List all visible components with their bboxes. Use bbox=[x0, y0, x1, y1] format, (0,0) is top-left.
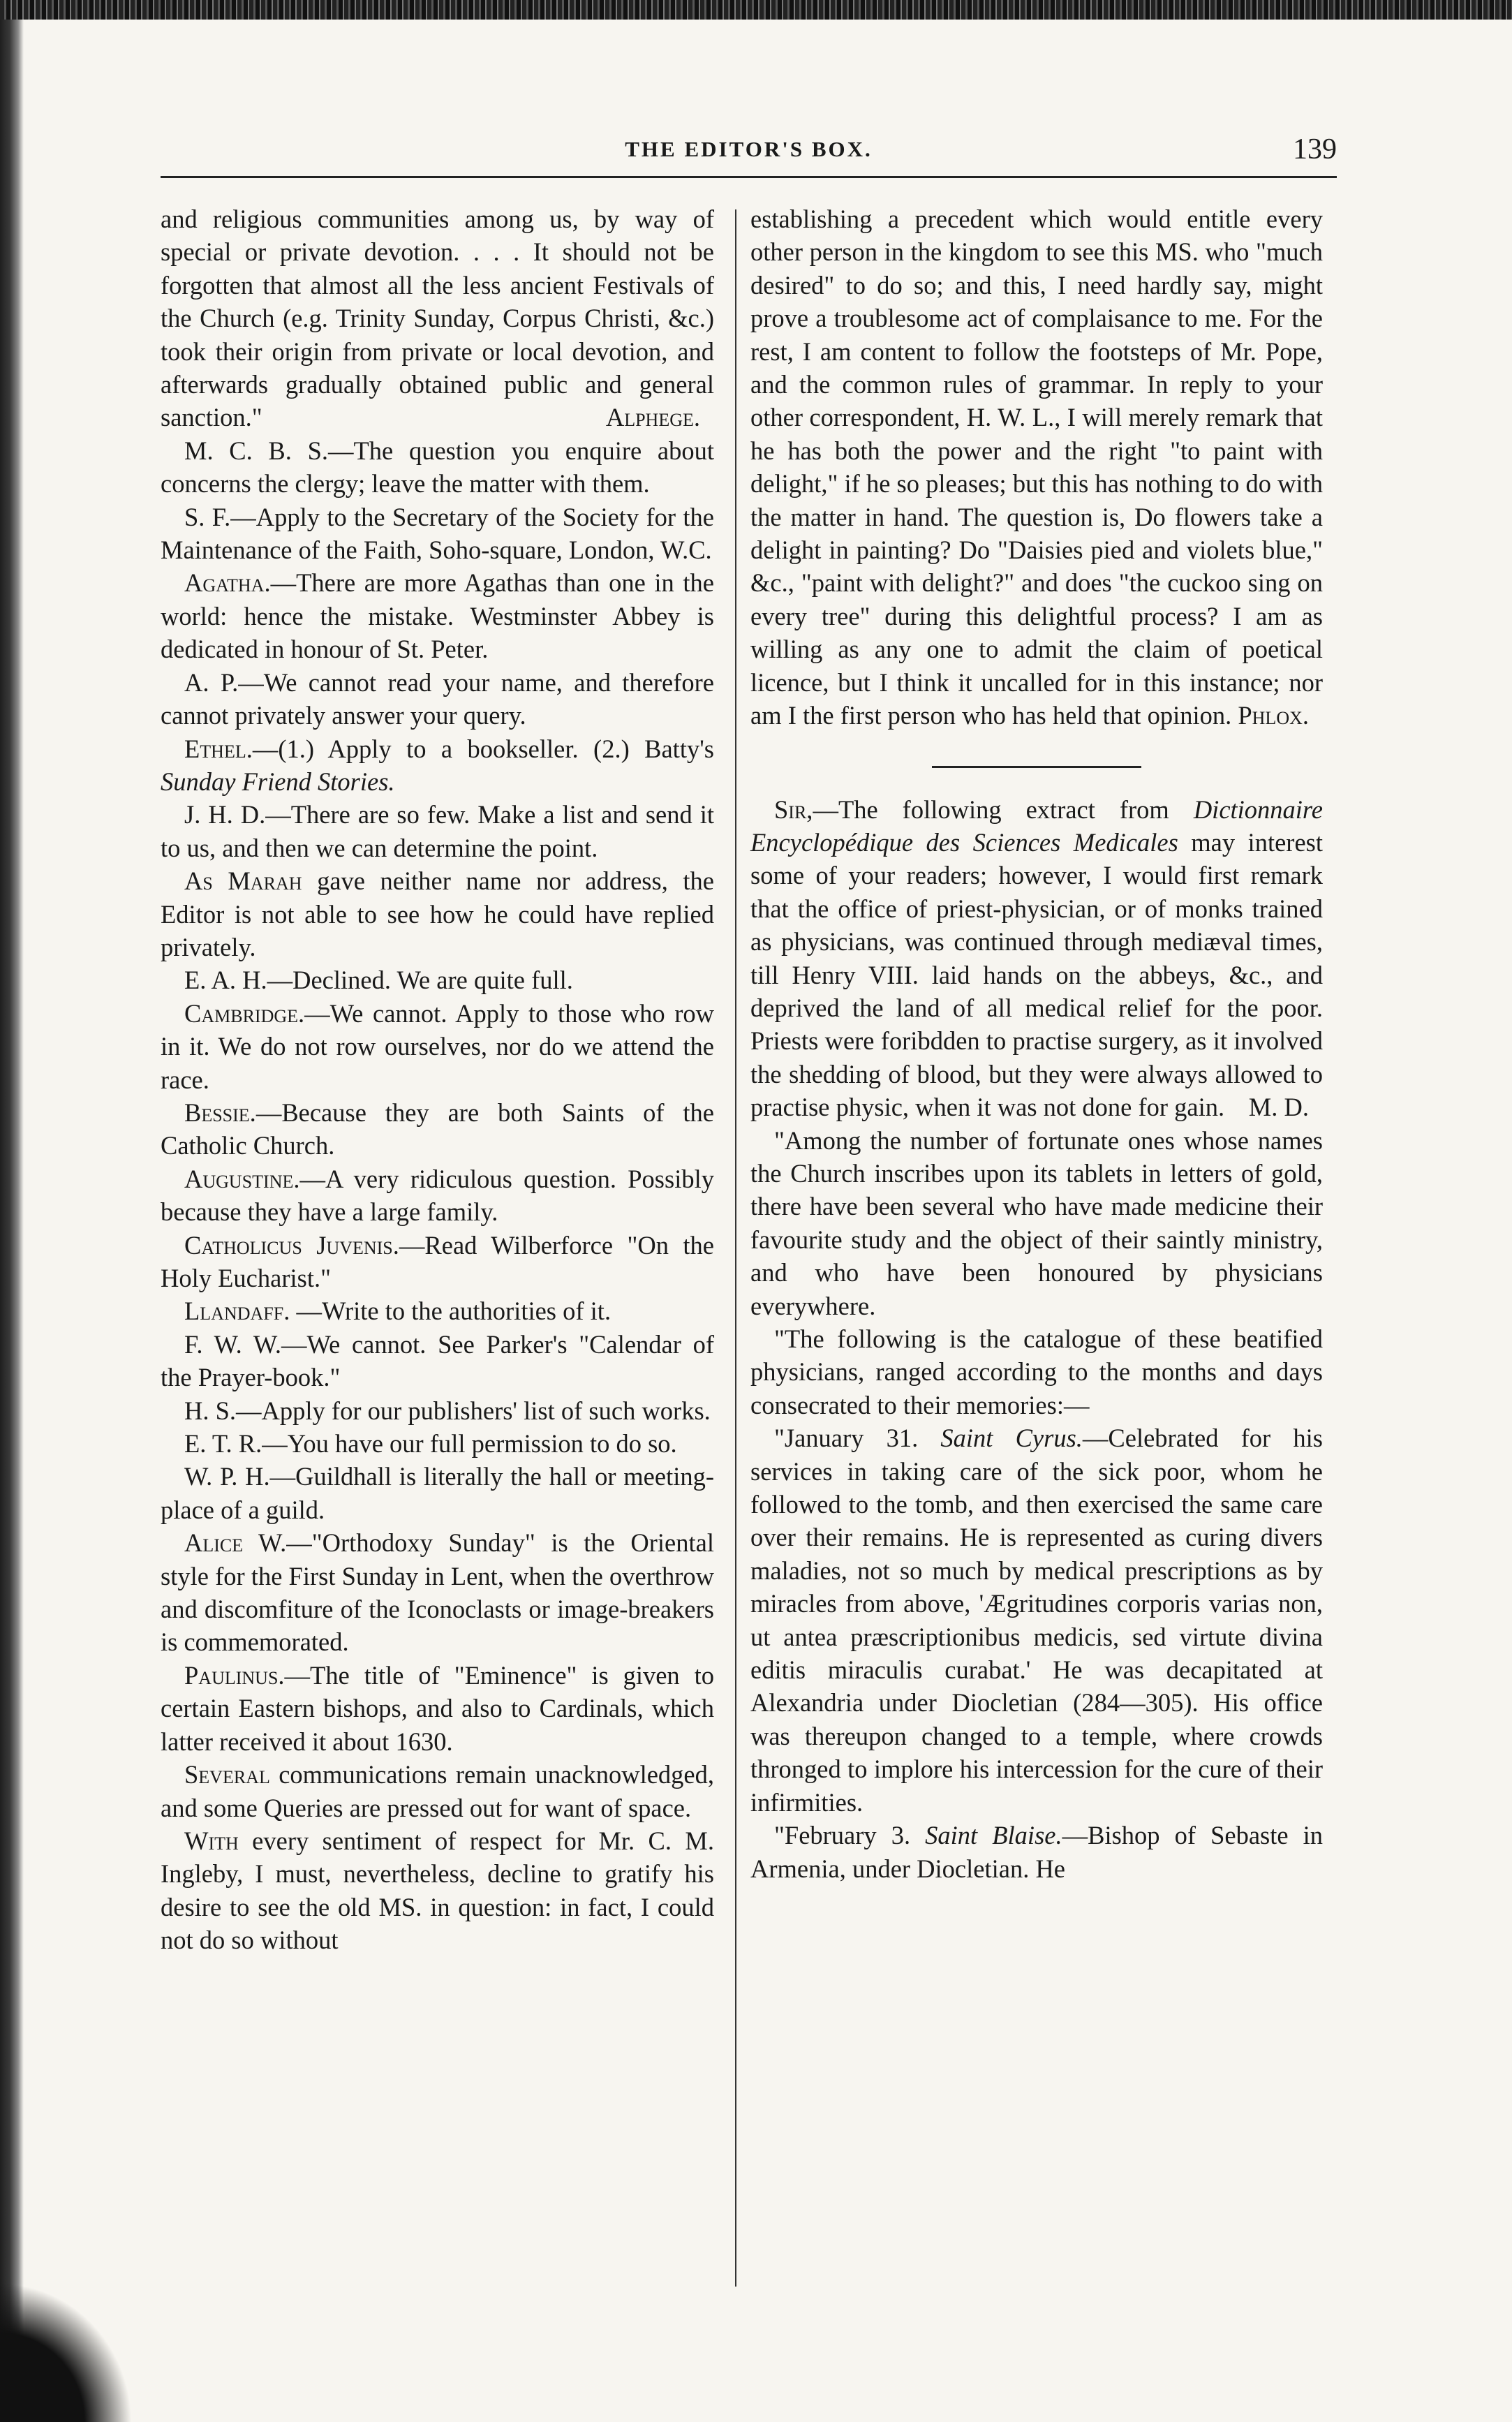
left-column bbox=[161, 202, 714, 1957]
signature: M. D. bbox=[1248, 1093, 1309, 1122]
scan-top-edge bbox=[0, 0, 1512, 20]
paragraph: With every sentiment of respect for Mr. C. M. Ingleby, I must, nevertheless, decline to gratify his desire to see the old MS. in question: in fact, I could not do so without bbox=[161, 1826, 714, 1955]
paragraph: Llandaff. —Write to the authorities of it. bbox=[184, 1297, 612, 1326]
paragraph: Paulinus.—The title of "Eminence" is given to certain Eastern bishops, and also to Cardinals, which latter received it about 1630. bbox=[161, 1660, 714, 1756]
signature: Alphege. bbox=[605, 403, 700, 432]
paragraph: M. C. B. S.—The question you enquire about concerns the clergy; leave the matter with them. bbox=[161, 436, 714, 499]
paragraph: J. H. D.—There are so few. Make a list and send it to us, and then we can determine the point. bbox=[161, 800, 714, 862]
scan-corner-shadow bbox=[0, 2282, 133, 2422]
paragraph: F. W. W.—We cannot. See Parker's "Calendar of the Prayer-book." bbox=[161, 1329, 714, 1392]
paragraph: Bessie.—Because they are both Saints of the Catholic Church. bbox=[161, 1098, 714, 1160]
paragraph: Several communications remain unacknowledged, and some Queries are pressed out for want of space. bbox=[161, 1760, 714, 1822]
paragraph: E. T. R.—You have our full permission to do so. bbox=[184, 1429, 677, 1459]
right-column bbox=[750, 202, 1323, 1885]
paragraph: Alice W.—"Orthodoxy Sunday" is the Oriental style for the First Sunday in Lent, when the overthrow and discomfiture of the Iconoclasts or image-breakers is commemorated. bbox=[161, 1528, 714, 1657]
paragraph: Ethel.—(1.) Apply to a bookseller. (2.) Batty's Sunday Friend Stories. bbox=[161, 734, 714, 796]
paragraph: W. P. H.—Guildhall is literally the hall or meeting-place of a guild. bbox=[161, 1462, 715, 1524]
column-divider bbox=[735, 209, 736, 2287]
signature: Phlox. bbox=[1238, 701, 1309, 730]
page-header bbox=[161, 133, 1337, 169]
paragraph: As Marah gave neither name nor address, the Editor is not able to see how he could have replied privately. bbox=[161, 866, 714, 961]
paragraph: H. S.—Apply for our publishers' list of such works. bbox=[184, 1396, 711, 1425]
page-number: 139 bbox=[1293, 133, 1337, 165]
paragraph: "February 3. Saint Blaise.—Bishop of Sebaste in Armenia, under Diocletian. He bbox=[750, 1821, 1324, 1883]
section-rule bbox=[932, 766, 1141, 768]
running-head: THE EDITOR'S BOX. bbox=[625, 137, 873, 161]
paragraph: and religious communities among us, by way of special or private devotion. . . . It should not be forgotten that almost all the less ancient Festivals of the Church (e.g. Trinity Sunday, Corpus Christi, &c.) took their origin from private or local devotion, and afterwards gradually obtained public and general sanction." Alphege. bbox=[161, 202, 714, 434]
paragraph: A. P.—We cannot read your name, and therefore cannot privately answer your query. bbox=[161, 667, 714, 730]
paragraph: Agatha.—There are more Agathas than one in the world: hence the mistake. Westminster Abbey is dedicated in honour of St. Peter. bbox=[161, 568, 714, 664]
paragraph: S. F.—Apply to the Secretary of the Society for the Maintenance of the Faith, Soho-square, London, W.C. bbox=[161, 502, 714, 565]
paragraph: "January 31. Saint Cyrus.—Celebrated for his services in taking care of the sick poor, whom he followed to the tomb, and then exercised the same care over their remains. He is represented as curing divers maladies, not so much by medical prescriptions as by miracles from above, 'Ægritudines corporis varias non, ut antea præscriptionibus medicis, sed virtute divina editis miraculis curabat.' He was decapitated at Alexandria under Diocletian (284—305). His office was thereupon changed to a temple, where crowds thronged to implore his intercession for the cure of their infirmities. bbox=[750, 1424, 1323, 1817]
paragraph: E. A. H.—Declined. We are quite full. bbox=[184, 966, 573, 995]
paragraph: Sir,—The following extract from Dictionnaire Encyclopédique des Sciences Medicales may interest some of your readers; however, I would first remark that the office of priest-physician, or of monks trained as physicians, was continued through mediæval times, till Henry VIII. laid hands on the abbeys, &c., and deprived the land of all medical relief for the poor. Priests were foribdden to practise surgery, as it involved the shedding of blood, but they were always allowed to practise physic, when it was not done for gain. M. D. bbox=[750, 793, 1323, 1124]
paragraph: Cambridge.—We cannot. Apply to those who row in it. We do not row ourselves, nor do we attend the race. bbox=[161, 998, 714, 1094]
paragraph: "Among the number of fortunate ones whose names the Church inscribes upon its tablets in letters of gold, there have been several who have made medicine their favourite study and the object of their saintly ministry, and who have been honoured by physicians everywhere. bbox=[750, 1125, 1323, 1320]
header-rule bbox=[161, 176, 1337, 178]
paragraph: "The following is the catalogue of these beatified physicians, ranged according to the months and days consecrated to their memories:— bbox=[750, 1324, 1323, 1419]
paragraph: Catholicus Juvenis.—Read Wilberforce "On the Holy Eucharist." bbox=[161, 1230, 715, 1292]
scan-left-edge bbox=[0, 20, 24, 2422]
paragraph: Augustine.—A very ridiculous question. Possibly because they have a large family. bbox=[161, 1164, 714, 1227]
paragraph: establishing a precedent which would entitle every other person in the kingdom to see this MS. who "much desired" to do so; and this, I need hardly say, might prove a troublesome act of complaisance to me. For the rest, I am content to follow the footsteps of Mr. Pope, and the common rules of grammar. In reply to your other correspondent, H. W. L., I will merely remark that he has both the power and the right "to paint with delight," if he so pleases; but this has nothing to do with the matter in hand. The question is, Do flowers take a delight in painting? Do "Daisies pied and violets blue," &c., "paint with delight?" and does "the cuckoo sing on every tree" during this delightful process? I am as willing as any one to admit the claim of poetical licence, but I think it uncalled for in this instance; nor am I the first person who has held that opinion. Phlox. bbox=[750, 202, 1323, 732]
